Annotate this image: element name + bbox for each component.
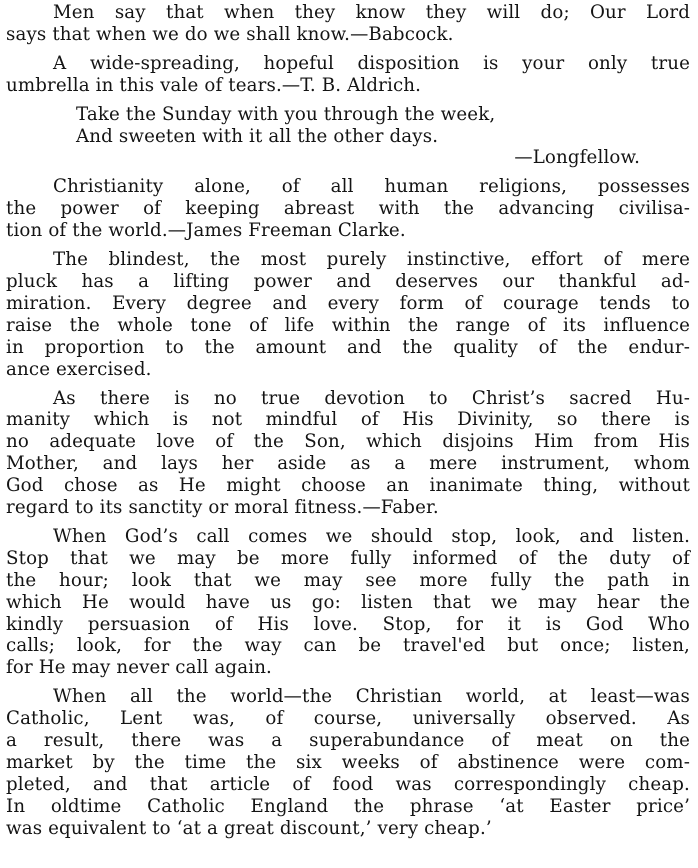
text-line: in proportion to the amount and the quality of the endur- [6,336,690,358]
text-line: When all the world—the Christian world, at least—was [53,686,690,708]
text-line: no adequate love of the Son, which disjoins Him from His [6,431,690,453]
text-line: which He would have us go: listen that we may hear the [6,591,690,613]
text-line: pleted, and that article of food was correspondingly cheap. [6,773,690,795]
text-line: Men say that when they know they will do; Our Lord [53,2,690,23]
text-line: the power of keeping abreast with the advancing civilisa- [6,198,690,220]
text-line: for He may never call again. [6,657,272,679]
text-line: As there is no true devotion to Christ’s sacred Hu- [53,387,690,409]
quote-aldrich [6,53,690,97]
poem-line: And sweeten with it all the other days. [76,125,439,147]
text-line: ance exercised. [6,358,152,380]
text-line: In oldtime Catholic England the phrase ‘at Easter price’ [6,795,690,817]
text-line: A wide-spreading, hopeful disposition is your only true [53,52,690,74]
text-line: says that when we do we shall know.—Babcock. [6,23,454,45]
text-line: market by the time the six weeks of abstinence were com- [6,752,690,773]
text-line: pluck has a lifting power and deserves our thankful ad- [6,270,690,292]
text-line: Mother, and lays her aside as a mere instrument, whom [6,453,690,475]
text-line: was equivalent to ‘at a great discount,’ very cheap.’ [6,817,492,839]
paragraph-courage [6,249,690,380]
paragraph-lent [6,686,690,839]
paragraph-gods-call [6,526,690,679]
text-line: The blindest, the most purely instinctive, effort of mere [53,249,690,271]
text-line: Stop that we may be more fully informed of the duty of [6,547,690,569]
quote-clarke [6,176,690,242]
poem-line: Take the Sunday with you through the week, [76,103,496,125]
text-line: calls; look, for the way can be travel'ed but once; listen, [6,635,690,657]
article-column [6,2,690,847]
text-line: a result, there was a superabundance of meat on the [6,730,690,752]
text-line: miration. Every degree and every form of courage tends to [6,292,690,314]
text-line: raise the whole tone of life within the range of its influence [6,314,690,336]
quote-faber [6,388,690,519]
poem-longfellow [6,104,690,170]
text-line: the hour; look that we may see more fully the path in [6,569,690,591]
text-line: tion of the world.—James Freeman Clarke. [6,220,406,242]
text-line: When God’s call comes we should stop, look, and listen. [53,525,690,547]
text-line: Catholic, Lent was, of course, universally observed. As [6,708,690,730]
text-line: God chose as He might choose an inanimate thing, without [6,475,690,497]
text-line: kindly persuasion of His love. Stop, for it is God Who [6,613,690,635]
text-line: umbrella in this vale of tears.—T. B. Aldrich. [6,74,422,96]
quote-babcock [6,2,690,46]
text-line: Christianity alone, of all human religions, possesses [53,176,690,198]
poem-attribution: —Longfellow. [514,147,640,169]
text-line: regard to its sanctity or moral fitness.—Faber. [6,497,439,519]
text-line: manity which is not mindful of His Divinity, so there is [6,409,690,431]
